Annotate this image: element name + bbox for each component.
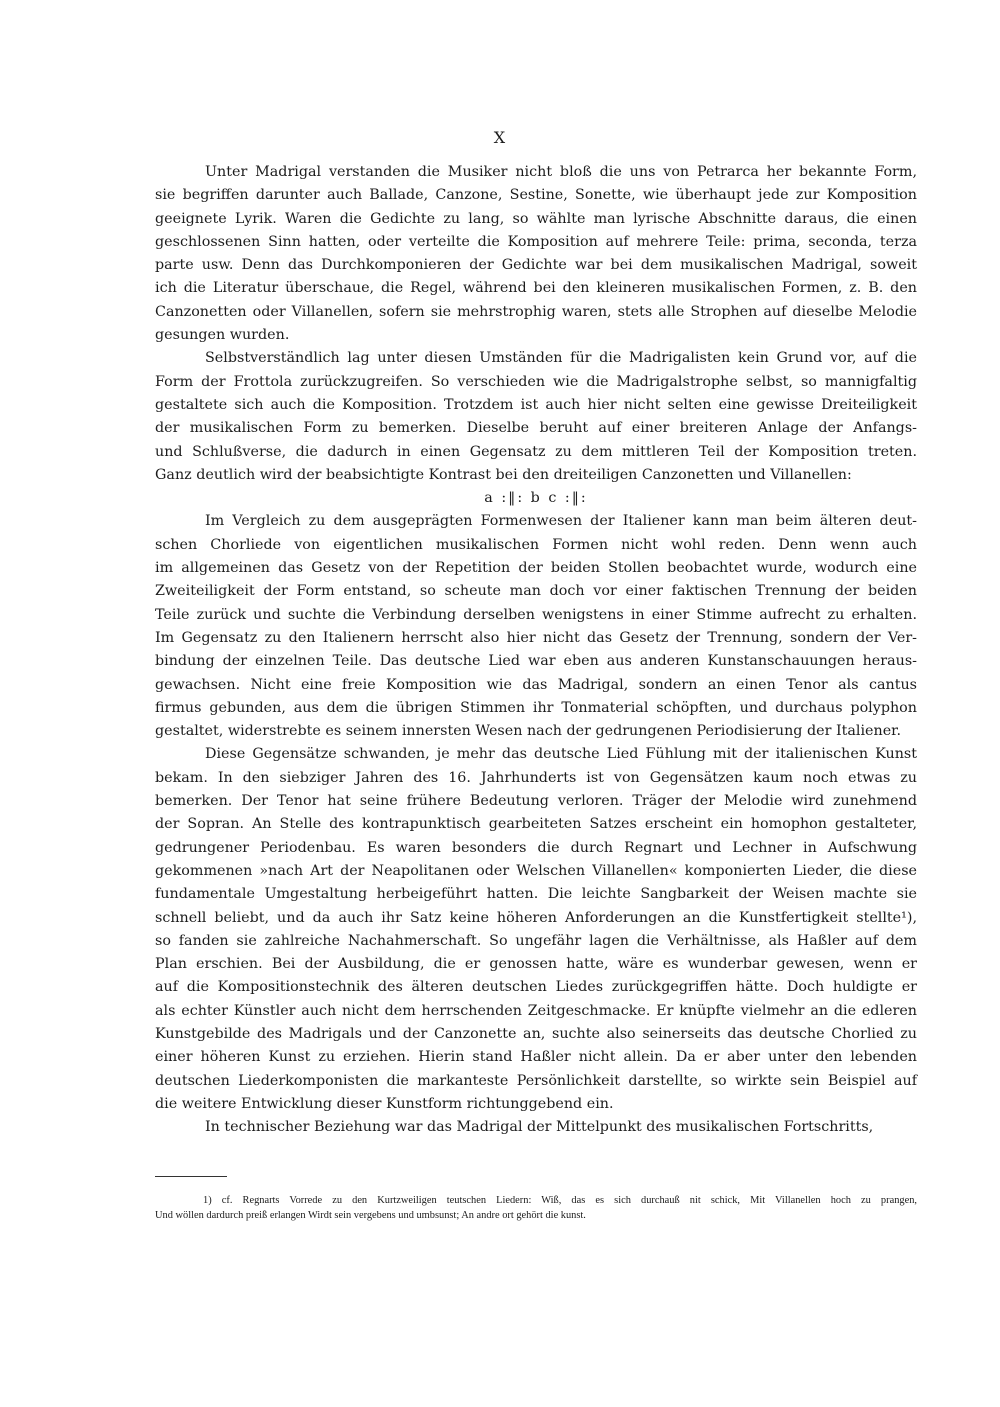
text-line: gedrungener Periodenbau. Es waren besonders die durch Regnart und Lechner in Aufschwung: [155, 839, 917, 856]
text-line: gewachsen. Nicht eine freie Komposition wie das Madrigal, sondern an einen Tenor als cantus: [155, 676, 917, 693]
text-line: gestaltete sich auch die Komposition. Trotzdem ist auch hier nicht selten eine gewisse Dreiteiligkeit: [155, 396, 917, 413]
text-line: gekommenen »nach Art der Neapolitanen oder Welschen Villanellen« komponierten Lieder, die diese: [155, 862, 917, 879]
text-line: geeignete Lyrik. Waren die Gedichte zu lang, so wählte man lyrische Abschnitte daraus, die einen: [155, 210, 917, 227]
text-line: Canzonetten oder Villanellen, sofern sie mehrstrophig waren, stets alle Strophen auf dieselbe Melodie: [155, 303, 917, 320]
text-line: deutschen Liederkomponisten die markanteste Persönlichkeit darstellte, so wirkte sein Beispiel auf: [155, 1072, 917, 1089]
footnotes: [155, 1193, 917, 1223]
text-line: im allgemeinen das Gesetz von der Repetition der beiden Stollen beobachtet wurde, wodurch eine: [155, 560, 917, 577]
text-line: firmus gebunden, aus dem die übrigen Stimmen ihr Tonmaterial schöpften, und durchaus polyphon: [155, 699, 917, 716]
text-line: Kunstgebilde des Madrigals und der Canzonette an, suchte also seinerseits das deutsche Chorlied zu: [155, 1025, 917, 1042]
text-line: und Schlußverse, die dadurch in einen Gegensatz zu dem mittleren Teil der Komposition treten.: [155, 443, 917, 460]
text-line: Plan erschien. Bei der Ausbildung, die er genossen hatte, wäre es wunderbar gewesen, wenn er: [155, 956, 917, 973]
page-number: X: [493, 128, 507, 147]
text-line: Selbstverständlich lag unter diesen Umständen für die Madrigalisten kein Grund vor, auf die: [205, 350, 917, 367]
text-line: parte usw. Denn das Durchkomponieren der Gedichte war bei dem musikalischen Madrigal, soweit: [155, 257, 917, 274]
footnote-line: 1) cf. Regnarts Vorrede zu den Kurtzweiligen teutschen Liedern: Wiß, das es sich durchauß nit schick, Mit Villanellen hoch zu prangen,: [203, 1195, 917, 1206]
formula-line: a :‖: b c :‖:: [484, 490, 588, 507]
text-line: als echter Künstler auch nicht dem herrschenden Zeitgeschmacke. Er knüpfte vielmehr an die edleren: [155, 1002, 917, 1019]
text-line: der Sopran. An Stelle des kontrapunktisch gearbeiteten Satzes erscheint ein homophon gestalteter,: [155, 816, 917, 833]
text-line: Unter Madrigal verstanden die Musiker nicht bloß die uns von Petrarca her bekannte Form,: [205, 164, 917, 180]
text-line: schen Chorliede von eigentlichen musikalischen Formen nicht wohl reden. Denn wenn auch: [155, 536, 917, 553]
text-line: bemerken. Der Tenor hat seine frühere Bedeutung verloren. Träger der Melodie wird zunehmend: [155, 793, 917, 810]
text-line: ich die Literatur überschaue, die Regel, während bei den kleineren musikalischen Formen, z. B. den: [155, 280, 917, 297]
text-line: Im Gegensatz zu den Italienern herrscht also hier nicht das Gesetz der Trennung, sondern der Ver-: [155, 629, 917, 646]
body-text: [155, 161, 917, 1139]
text-line: In technischer Beziehung war das Madrigal der Mittelpunkt des musikalischen Fortschritts,: [205, 1119, 874, 1136]
text-line: gestaltet, widerstrebte es seinem innersten Wesen nach der gedrungenen Periodisierung der Italiener.: [155, 723, 901, 740]
text-line: die weitere Entwicklung dieser Kunstform richtunggebend ein.: [155, 1095, 614, 1112]
footnote-divider: [155, 1176, 227, 1177]
text-line: bindung der einzelnen Teile. Das deutsche Lied war eben aus anderen Kunstanschauungen heraus-: [155, 653, 917, 670]
text-line: Teile zurück und suchte die Verbindung derselben wenigstens in einer Stimme aufrecht zu erhalten.: [155, 606, 917, 623]
text-line: so fanden sie zahlreiche Nachahmerschaft. So ungefähr lagen die Verhältnisse, als Haßler auf dem: [155, 932, 917, 949]
text-line: geschlossenen Sinn hatten, oder verteilte die Komposition auf mehrere Teile: prima, seconda, terza: [155, 233, 917, 250]
text-line: Form der Frottola zurückzugreifen. So verschieden wie die Madrigalstrophe selbst, so mannigfaltig: [155, 373, 917, 390]
text-line: Ganz deutlich wird der beabsichtigte Kontrast bei den dreiteiligen Canzonetten und Villanellen:: [155, 466, 852, 483]
text-line: der musikalischen Form zu bemerken. Dieselbe beruht auf einer breiteren Anlage der Anfangs-: [155, 420, 917, 437]
text-line: schnell beliebt, und da auch ihr Satz keine höheren Anforderungen an die Kunstfertigkeit stellte¹),: [155, 909, 917, 926]
footnote-line: Und wöllen dardurch preiß erlangen Wirdt sein vergebens und umbsunst; An andre ort gehört die kunst.: [155, 1210, 586, 1221]
text-line: bekam. In den siebziger Jahren des 16. Jahrhunderts ist von Gegensätzen kaum noch etwas zu: [155, 769, 917, 786]
text-line: Im Vergleich zu dem ausgeprägten Formenwesen der Italiener kann man beim älteren deut-: [205, 513, 917, 530]
text-line: auf die Kompositionstechnik des älteren deutschen Liedes zurückgegriffen hätte. Doch huldigte er: [155, 979, 917, 996]
text-line: Diese Gegensätze schwanden, je mehr das deutsche Lied Fühlung mit der italienischen Kunst: [205, 746, 917, 763]
text-line: Zweiteiligkeit der Form entstand, so scheute man doch vor einer faktischen Trennung der beiden: [155, 583, 917, 600]
text-line: sie begriffen darunter auch Ballade, Canzone, Sestine, Sonette, wie überhaupt jede zur Komposition: [155, 187, 917, 204]
text-line: gesungen wurden.: [155, 327, 290, 344]
text-line: fundamentale Umgestaltung herbeigeführt hatten. Die leichte Sangbarkeit der Weisen machte sie: [155, 886, 917, 903]
text-line: einer höheren Kunst zu erziehen. Hierin stand Haßler nicht allein. Da er aber unter den lebenden: [155, 1049, 917, 1066]
